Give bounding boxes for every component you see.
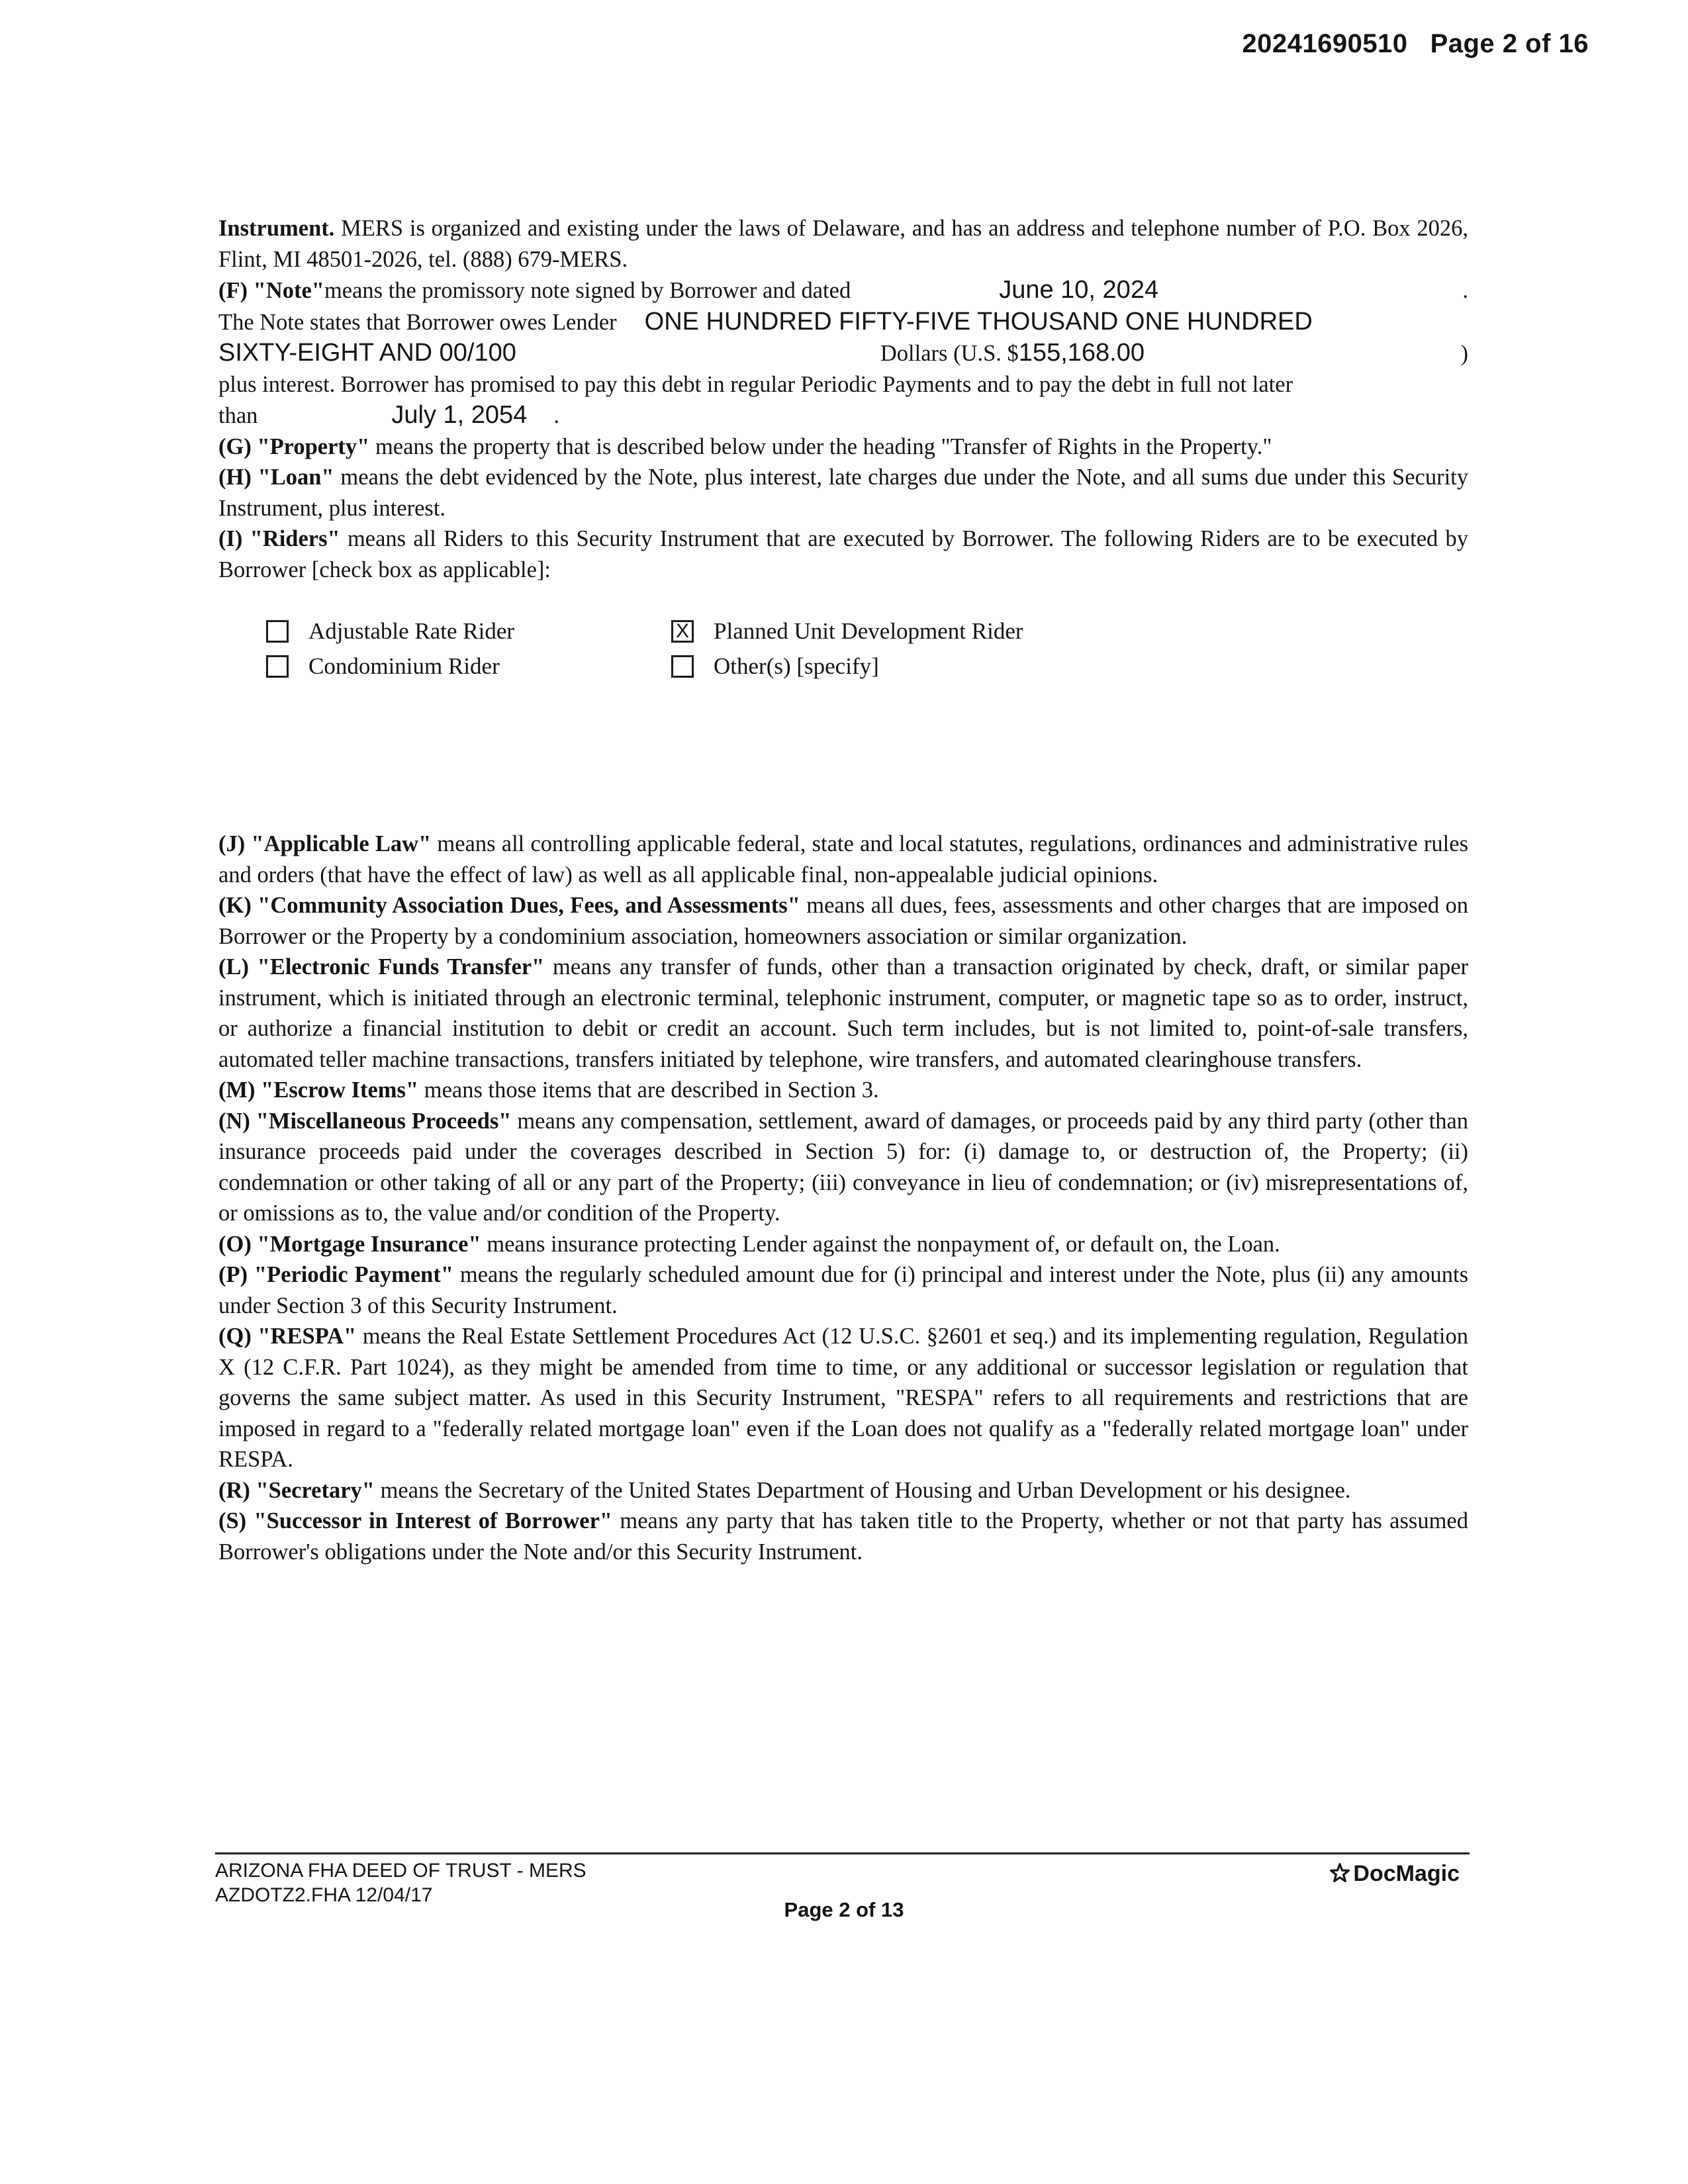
definition-label: (J) "Applicable Law" [218,831,432,856]
definition-text: means all controlling applicable federal, state and local statutes, regulations, ordinances and administrative rules and orders (that have the effect of law) as well as all applicable final, non-appealable judicial opinions. [218,831,1468,887]
than-text: than [218,403,258,428]
docmagic-logo [1329,1861,1460,1887]
checkbox[interactable] [266,620,289,643]
header-page-label: Page 2 of 16 [1430,29,1589,58]
riders-checklist [266,616,1468,682]
rider-label: Planned Unit Development Rider [714,618,1023,644]
definition-periodic-payment [218,1259,1468,1321]
form-code: AZDOTZ2.FHA 12/04/17 [215,1884,433,1906]
definition-text: means those items that are described in Section 3. [418,1077,879,1103]
definition-electronic-funds-transfer [218,952,1468,1075]
dollars-text: Dollars (U.S. $ [880,341,1019,366]
definition-label: (P) "Periodic Payment" [218,1262,453,1287]
instrument-label: Instrument. [218,216,335,241]
definition-secretary [218,1475,1468,1506]
riders-text: means all Riders to this Security Instrument that are executed by Borrower. The following Riders are to be executed by Borrower [check box as applicable]: [218,526,1469,582]
maturity-period: . [553,403,559,428]
maturity-date: July 1, 2054 [391,401,528,429]
rider-condominium[interactable] [266,651,671,682]
definition-text: means any compensation, settlement, award of damages, or proceeds paid by any third party (other than insurance proceeds paid under the coverages described in Section 5) for: (i) damage to, or destruction of, the Property; (ii) condemnation or other taking of all or any part of the Property; (iii) conveyance in lieu of condemnation; or (iv) misrepresentations of, or omissions as to, the value and/or condition of the Property. [218,1108,1469,1226]
form-title: ARIZONA FHA DEED OF TRUST - MERS [215,1860,586,1882]
checkbox[interactable]: X [671,620,694,643]
definition-escrow-items [218,1075,1468,1106]
definition-applicable-law [218,829,1468,890]
definition-text: means all dues, fees, assessments and other charges that are imposed on Borrower or the Property by a condominium association, homeowners association or similar organization. [218,893,1468,949]
instrument-paragraph [218,213,1468,275]
note-row [218,275,1468,306]
rider-adjustable-rate[interactable] [266,616,671,647]
note-text: means the promissory note signed by Borrower and dated [324,278,851,303]
definition-label: (S) "Successor in Interest of Borrower" [218,1508,613,1533]
definition-miscellaneous-proceeds [218,1106,1468,1229]
recording-header [1242,29,1589,59]
definition-text: means the Secretary of the United States Department of Housing and Urban Development or his designee. [374,1477,1351,1503]
note-label: (F) "Note" [218,278,324,303]
property-definition [218,432,1468,463]
definition-text: means the regularly scheduled amount due for (i) principal and interest under the Note, plus (ii) any amounts under Section 3 of this Security Instrument. [218,1262,1469,1318]
loan-text: means the debt evidenced by the Note, plus interest, late charges due under the Note, and all sums due under this Security Instrument, plus interest. [218,465,1468,521]
maturity-row [218,400,1468,432]
footer-divider [215,1852,1470,1854]
instrument-text: MERS is organized and existing under the laws of Delaware, and has an address and telephone number of P.O. Box 2026, Flint, MI 48501-2026, tel. (888) 679-MERS. [218,216,1468,272]
brand-name: DocMagic [1353,1861,1460,1886]
rider-planned-unit-development[interactable] [671,616,1068,647]
riders-label: (I) "Riders" [218,526,340,551]
definition-label: (Q) "RESPA" [218,1324,357,1349]
loan-amount: 155,168.00 [1018,339,1145,367]
close-paren: ) [1460,341,1468,366]
property-text: means the property that is described below under the heading "Transfer of Rights in the Property." [369,433,1272,459]
note-owes-row [218,306,1468,338]
note-period: . [1462,278,1468,303]
rider-label: Adjustable Rate Rider [308,618,515,644]
document-body [218,213,1468,1567]
definition-label: (N) "Miscellaneous Proceeds" [218,1108,512,1134]
definition-respa [218,1321,1468,1475]
definition-label: (R) "Secretary" [218,1477,375,1503]
note-date: June 10, 2024 [999,276,1159,304]
definition-text: means the Real Estate Settlement Procedures Act (12 U.S.C. §2601 et seq.) and its implementing regulation, Regulation X (12 C.F.R. Part 1024), as they might be amended from time to time, or any additional or successor legislation or regulation that governs the same subject matter. As used in this Security Instrument, "RESPA" refers to all requirements and restrictions that are imposed in regard to a "federally related mortgage loan" even if the Loan does not qualify as a "federally related mortgage loan" under RESPA. [218,1324,1469,1472]
riders-definition [218,523,1468,585]
interest-text: plus interest. Borrower has promised to pay this debt in regular Periodic Payments and to pay the debt in full not later [218,371,1293,397]
property-label: (G) "Property" [218,433,370,459]
note-amount-row [218,338,1468,369]
loan-label: (H) "Loan" [218,465,334,490]
note-owes-text: The Note states that Borrower owes Lender [218,309,617,335]
rider-other[interactable] [671,651,1068,682]
footer-page-label: Page 2 of 13 [784,1898,904,1921]
checkbox[interactable] [266,655,289,678]
definition-label: (O) "Mortgage Insurance" [218,1231,481,1257]
star-icon [1329,1862,1350,1884]
definition-text: means any party that has taken title to the Property, whether or not that party has assumed Borrower's obligations under the Note and/or this Security Instrument. [218,1508,1468,1565]
definition-text: means insurance protecting Lender against the nonpayment of, or default on, the Loan. [481,1231,1280,1257]
checkbox[interactable] [671,655,694,678]
document-number: 20241690510 [1242,29,1408,58]
rider-label: Condominium Rider [308,653,500,679]
loan-definition [218,462,1468,523]
definition-label: (K) "Community Association Dues, Fees, and Assessments" [218,893,800,918]
definition-label: (L) "Electronic Funds Transfer" [218,954,545,979]
definition-mortgage-insurance [218,1229,1468,1260]
definition-label: (M) "Escrow Items" [218,1077,419,1103]
definition-text: means any transfer of funds, other than a transaction originated by check, draft, or similar paper instrument, which is initiated through an electronic terminal, telephonic instrument, computer, or magnetic tape so as to order, instruct, or authorize a financial institution to debit or credit an account. Such term includes, but is not limited to, point-of-sale transfers, automated teller machine transactions, transfers initiated by telephone, wire transfers, and automated clearinghouse transfers. [218,954,1468,1072]
rider-label: Other(s) [specify] [714,653,879,679]
amount-words-line2: SIXTY-EIGHT AND 00/100 [218,339,516,367]
definition-community-association-dues [218,890,1468,952]
definition-successor-in-interest [218,1506,1468,1567]
amount-words-line1: ONE HUNDRED FIFTY-FIVE THOUSAND ONE HUNDRED [644,307,1313,336]
